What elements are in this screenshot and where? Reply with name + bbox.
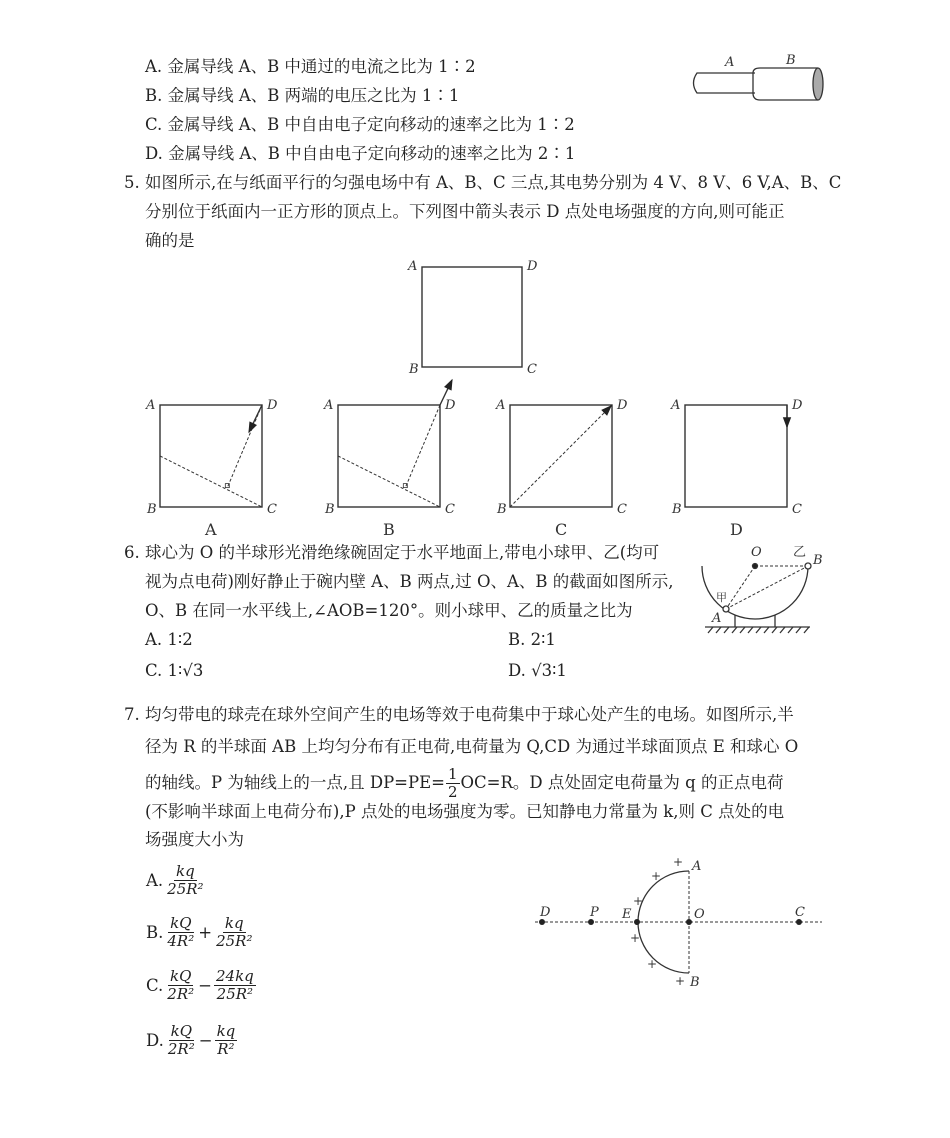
numerator: kQ: [170, 1022, 193, 1040]
option-caption: C: [555, 520, 568, 539]
label-e: E: [622, 907, 632, 922]
q7-line-3-pre: 的轴线。P 为轴线上的一点,且 DP=PE=: [145, 773, 445, 792]
q7-hemisphere-figure: [535, 855, 822, 990]
q6-bowl-figure: [702, 545, 823, 633]
numerator: kQ: [170, 914, 192, 932]
q4-option-a: A. 金属导线 A、B 中通过的电流之比为 1∶2: [145, 57, 476, 76]
vertex-label: B: [497, 502, 507, 517]
q6-option-c: C. 1∶√3: [145, 661, 204, 680]
plus-charge-sign: +: [651, 869, 662, 883]
operator: −: [198, 1030, 213, 1050]
q5-line-1: 5. 如图所示,在与纸面平行的匀强电场中有 A、B、C 三点,其电势分别为 4 V、8 V、6 V,A、B、C: [124, 173, 842, 192]
q4-wire-figure: [694, 53, 824, 100]
label-b: B: [690, 975, 700, 990]
denominator: 2R²: [167, 1040, 195, 1058]
option-caption: B: [383, 520, 395, 539]
plus-charge-sign: +: [673, 855, 684, 869]
vertex-label: B: [672, 502, 682, 517]
vertex-label: A: [496, 398, 506, 413]
vertex-d: D: [527, 259, 538, 274]
vertex-label: B: [147, 502, 157, 517]
label-c: C: [795, 905, 805, 920]
q7-line-3-post: OC=R。D 点处固定电荷量为 q 的正点电荷: [460, 773, 784, 792]
denominator: 4R²: [167, 932, 195, 950]
plus-charge-sign: +: [630, 931, 641, 945]
vertex-label: D: [267, 398, 278, 413]
q5-option-figure: [495, 398, 628, 539]
q5-option-figure: [145, 398, 278, 539]
vertex-label: D: [617, 398, 628, 413]
vertex-label: D: [792, 398, 803, 413]
label-o: O: [751, 545, 762, 560]
vertex-label: A: [671, 398, 681, 413]
q4-option-c: C. 金属导线 A、B 中自由电子定向移动的速率之比为 1∶2: [145, 115, 575, 134]
denominator: R²: [217, 1040, 235, 1058]
denominator: 2R²: [167, 985, 195, 1003]
q6-option-d: D. √3∶1: [508, 661, 567, 680]
option-caption: A: [205, 520, 217, 539]
q6-option-a: A. 1∶2: [145, 630, 193, 649]
numerator: kQ: [170, 967, 192, 985]
plus-charge-sign: +: [675, 974, 686, 988]
option-label: C.: [146, 975, 164, 995]
plus-charge-sign: +: [633, 894, 644, 908]
vertex-b: B: [409, 362, 419, 377]
q5-main-square: [407, 259, 538, 377]
numerator: kq: [216, 1022, 236, 1040]
option-label: A.: [146, 870, 164, 890]
q6-option-b: B. 2∶1: [508, 630, 556, 649]
q7-line-5: 场强度大小为: [145, 830, 244, 849]
label-a: A: [725, 55, 735, 70]
label-d: D: [540, 905, 551, 920]
label-b: B: [786, 53, 796, 68]
vertex-label: B: [325, 502, 335, 517]
q6-line-1: 6. 球心为 O 的半球形光滑绝缘碗固定于水平地面上,带电小球甲、乙(均可: [124, 543, 660, 562]
label-a: A: [692, 859, 702, 874]
numerator: kq: [224, 914, 244, 932]
vertex-c: C: [527, 362, 537, 377]
q7-line-4: (不影响半球面上电荷分布),P 点处的电场强度为零。已知静电力常量为 k,则 C 点处的电: [145, 802, 785, 821]
numerator: 24kq: [215, 967, 254, 985]
q5-option-figures: [145, 380, 803, 539]
numerator: 1: [447, 765, 458, 783]
denominator: 25R²: [216, 932, 253, 950]
label-p: P: [590, 905, 599, 920]
label-a: A: [712, 611, 722, 626]
q5-option-figure: [670, 398, 803, 539]
operator: −: [198, 975, 212, 995]
vertex-label: C: [617, 502, 627, 517]
option-caption: D: [730, 520, 743, 539]
q7-line-1: 7. 均匀带电的球壳在球外空间产生的电场等效于电荷集中于球心处产生的电场。如图所示,半: [124, 705, 794, 724]
q7-line-2: 径为 R 的半球面 AB 上均匀分布有正电荷,电荷量为 Q,CD 为通过半球面顶点 E 和球心 O: [145, 737, 799, 756]
q6-line-2: 视为点电荷)刚好静止于碗内壁 A、B 两点,过 O、A、B 的截面如图所示,: [145, 572, 674, 591]
vertex-label: C: [792, 502, 802, 517]
q5-option-figure: [323, 380, 456, 539]
denominator: 25R²: [216, 985, 254, 1003]
q4-option-d: D. 金属导线 A、B 中自由电子定向移动的速率之比为 2∶1: [145, 144, 576, 163]
option-label: B.: [146, 922, 164, 942]
option-label: D.: [146, 1030, 164, 1050]
vertex-label: A: [324, 398, 334, 413]
denominator: 25R²: [167, 880, 204, 898]
numerator: kq: [176, 862, 195, 880]
label-o: O: [694, 907, 705, 922]
plus-charge-sign: +: [647, 957, 658, 971]
q5-line-2: 分别位于纸面内一正方形的顶点上。下列图中箭头表示 D 点处电场强度的方向,则可能正: [145, 202, 785, 221]
vertex-label: C: [267, 502, 277, 517]
vertex-label: D: [445, 398, 456, 413]
label-yi: 乙: [793, 545, 807, 560]
operator: +: [198, 922, 213, 942]
vertex-label: C: [445, 502, 455, 517]
q6-line-3: O、B 在同一水平线上,∠AOB=120°。则小球甲、乙的质量之比为: [145, 601, 633, 620]
label-b: B: [813, 553, 823, 568]
label-jia: 甲: [716, 591, 727, 604]
denominator: 2: [447, 783, 458, 801]
vertex-label: A: [146, 398, 156, 413]
vertex-a: A: [408, 259, 418, 274]
q4-option-b: B. 金属导线 A、B 两端的电压之比为 1∶1: [145, 86, 460, 105]
q5-line-3: 确的是: [145, 231, 195, 250]
